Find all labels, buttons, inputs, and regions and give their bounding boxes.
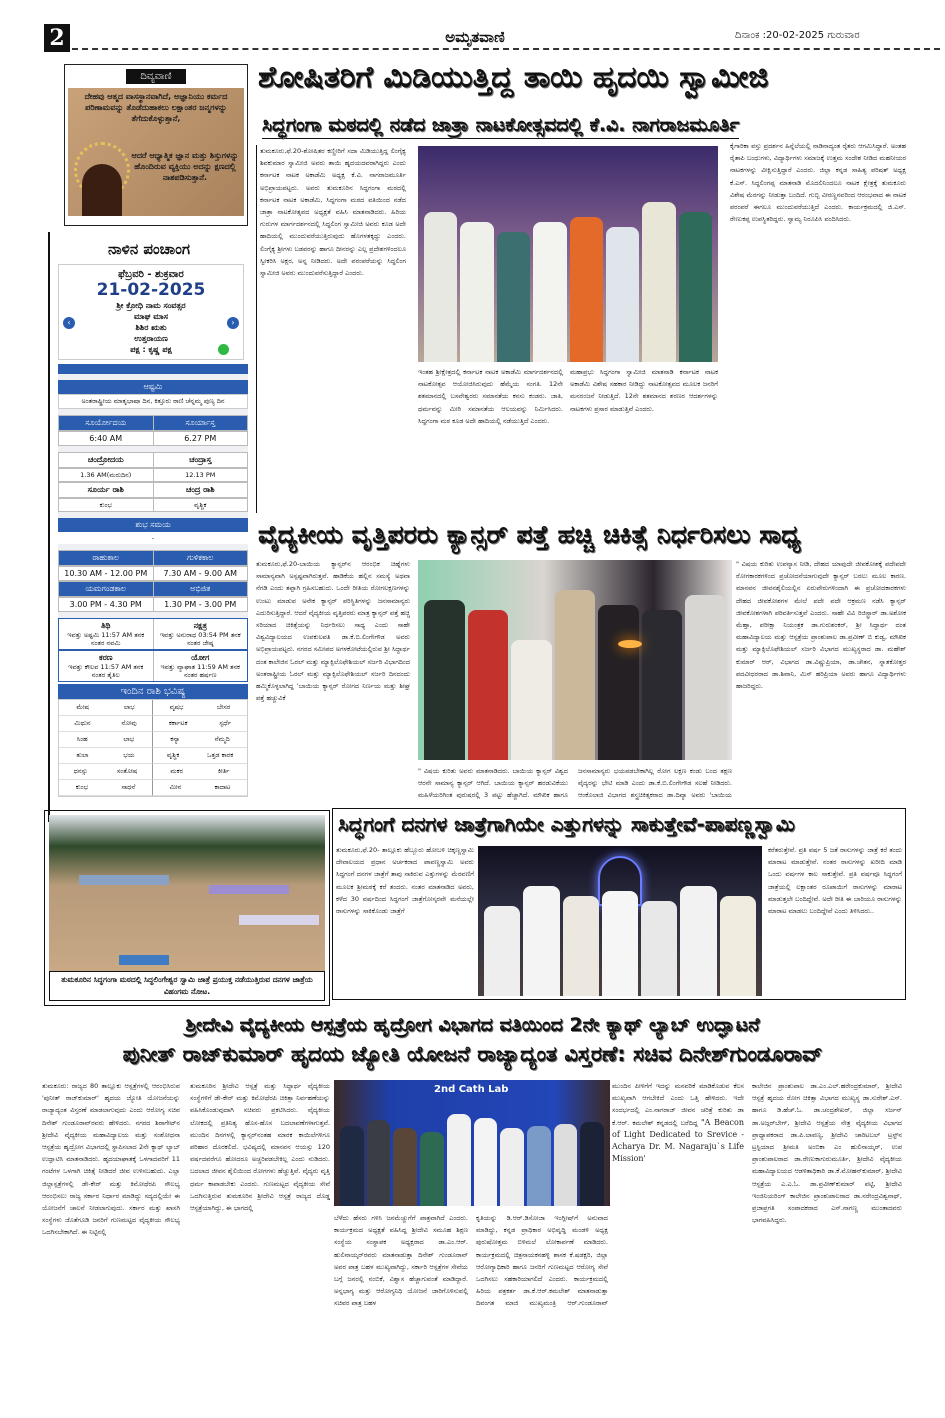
headline-cath-lab: ಶ್ರೀದೇವಿ ವೈದ್ಯಕೀಯ ಆಸ್ಪತ್ರೆಯ ಹೃದ್ರೋಗ ವಿಭಾಗದ ವತಿಯಿಂದ 2ನೇ ಕ್ಯಾಥ್ ಲ್ಯಾಬ್ ಉದ್ಘಾಟನೆ [185,1014,760,1036]
moonrise-time: 1.36 AM(ಮರುದಿನ) [59,469,154,481]
story4-col1: ತುಮಕೂರು: ರಾಜ್ಯದ 80 ತಾಲ್ಲೂಕು ಆಸ್ಪತ್ರೆಗಳಲ್ಲಿ ಆರಂಭಿಸಿರುವ 'ಪುನೀತ್ ರಾಜ್‌ಕುಮಾರ್' ಹೃದಯ ಜ್ಯೋತಿ ಯೋಜನೆಯನ್ನು ರಾಜ್ಯಾದ್ಯಂತ ವಿಸ್ತರಣೆ ಮಾಡಲಾಗುವುದು ಎಂದು ಆರೋಗ್ಯ ಸಚಿವ ದಿನೇಶ್ ಗುಂಡೂರಾವ್‌ರವರು ಹೇಳಿದರು. ನಗರದ ಶಿರಾಗೇಟ್‌ನ ಶ್ರೀದೇವಿ ವೈದ್ಯಕೀಯ ಮಹಾವಿದ್ಯಾಲಯ ಮತ್ತು ಸಂಶೋಧನಾ ಆಸ್ಪತ್ರೆಯ ಹೃದ್ರೋಗ ವಿಭಾಗದಲ್ಲಿ ಸ್ಥಾಪಿಸಲಾದ 2ನೇ ಕ್ಯಾಥ್ ಲ್ಯಾಬ್ ಉದ್ಘಾಟಿಸಿ ಮಾತನಾಡಿದರು. ಹೃದಯಾಘಾತಕ್ಕೆ ಒಳಗಾದವರಿಗೆ 11 ಗಂಟೆಗಳ ಒಳಗಾಗಿ ಚಿಕಿತ್ಸೆ ನೀಡಿದರೆ ಜೀವ ಉಳಿಸಬಹುದು. ಎಲ್ಲಾ ಜಿಲ್ಲಾಸ್ಪತ್ರೆಗಳಲ್ಲಿ ಡೇ-ಕೇರ್ ಮತ್ತು ಕಿಮೋಥೆರಪಿ ಸೌಲಭ್ಯ ಆರಂಭಿಸಲು ರಾಜ್ಯ ಸರ್ಕಾರ ನಿರ್ಧಾರ ಮಾಡಿದ್ದು ಸದ್ಯದಲ್ಲಿಯೇ ಈ ಯೋಜನೆಗೆ ಚಾಲನೆ ನೀಡಲಾಗುವುದು. ಸರ್ಕಾರ ಮತ್ತು ಖಾಸಗಿ ಸಂಸ್ಥೆಗಳು ಜೊತೆಗೂಡಿ ಜನರಿಗೆ ಗುಣಮಟ್ಟದ ವೈದ್ಯಕೀಯ ಸೌಲಭ್ಯ ಒದಗಿಸಬೇಕಾಗಿದೆ. ಈ ನಿಟ್ಟಿನಲ್ಲಿ [42,1082,180,1237]
divyavani-box [64,64,248,226]
divyavani-quote-part2: ಆದರೆ ಆಧ್ಯಾತ್ಮಿಕ ಜ್ಞಾನ ಮತ್ತು ಶಿಸ್ತುಗಳನ್ನು ಹೊಂದಿರುವ ವ್ಯಕ್ತಿಯು ಅದನ್ನು ಕ್ಷಣದಲ್ಲಿ ನಾಶಪಡಿಸುತ್ತಾನೆ. [131,151,239,182]
story4-col5: ಕಾಲೇಜಿನ ಪ್ರಾಂಶುಪಾಲ ಡಾ.ಎಂ.ಎಲ್.ಹರೇಂದ್ರಕುಮಾರ್, ಶ್ರೀದೇವಿ ಆಸ್ಪತ್ರೆ ಹೃದಯ ರೋಗ ಚಿಕಿತ್ಸಾ ವಿಭಾಗದ ಮುಖ್ಯಸ್ಥ ಡಾ.ಸುರೇಶ್.ಎಸ್. ಹಾಗೂ ಡಿ.ಹೆಚ್.ಓ. ಡಾ.ಚಂದ್ರಶೇಖರ್, ಜಿಲ್ಲಾ ಸರ್ಜನ್ ಡಾ.ಅಜ್ಗರ್‌ಬೇಗ್, ಶ್ರೀದೇವಿ ಆಸ್ಪತ್ರೆಯ ನೇತ್ರ ವೈದ್ಯಕೀಯ ವಿಭಾಗದ ಪ್ರಾಧ್ಯಾಪಕರಾದ ಡಾ.ಪಿ.ಲಾವಣ್ಯ, ಶ್ರೀದೇವಿ ಚಾರಿಟಬಲ್ ಟ್ರಸ್ಟ್‌ನ ಟ್ರಸ್ಟಿಯಾದ ಶ್ರೀಮತಿ ಅಂಬಿಕಾ ಎಂ ಹುಲಿನಾಯ್ಕರ್, ಉಪ ಪ್ರಾಂಶುಪಾಲರಾದ ಡಾ.ರೇಣುಕಾಗುರುಮೂರ್ತಿ, ಶ್ರೀದೇವಿ ವೈದ್ಯಕೀಯ ಮಹಾವಿದ್ಯಾಲಯದ ಆಡಳಿತಾಧಿಕಾರಿ ಡಾ.ಕೆ.ಮೋಹನ್‌ಕುಮಾರ್, ಶ್ರೀದೇವಿ ಆಸ್ಪತ್ರೆಯ ಎ.ಎ.ಓ. ಡಾ.ಪ್ರವೀಣ್‌ಕುಮಾರ್ ಪಟ್ಟಿ, ಶ್ರೀದೇವಿ ಇಂಜಿನಿಯರಿಂಗ್ ಕಾಲೇಜಿನ ಪ್ರಾಂಶುಪಾಲರಾದ ಡಾ.ನರೇಂದ್ರವಿಶ್ವನಾಥ್, ಪ್ರಜಾಪ್ರಗತಿ ಸಂಪಾದಕರಾದ ಎಸ್.ನಾಗಣ್ಣ ಮುಂತಾದವರು ಭಾಗವಹಿಸಿದ್ದರು. [752,1082,902,1225]
rashi-name: ಧನಸ್ಸು [73,767,88,775]
rashi-prediction: ಒತ್ತಡ ಕಾರಕ [206,751,234,759]
nataka-event-photo [418,146,718,362]
story2-col1: ತುಮಕೂರು,ಫೆ.20-ಬಾಯಿಯ ಕ್ಯಾನ್ಸರ್‌ನ ಆರಂಭಿಕ ಚಿಹ್ನೆಗಳು ಸಾಮಾನ್ಯವಾಗಿ ಅಸ್ಪಷ್ಟವಾಗಿರುತ್ತವೆ. ಹಾಡಿಕೆಯ ಹಲ್ಲಿನ ಸಮಸ್ಯೆ ಅಥವಾ ನೆಗಡಿ ಎಂದು ತಪ್ಪಾಗಿ ಗ್ರಹಿಸಬಹುದು. ಒಂದೇ ರೀತಿಯ ರೋಗಲಕ್ಷಣಗಳನ್ನು ಉಂಟು ಮಾಡುವ ಅನೇಕ ಕ್ಯಾನ್ಸರ್ ಪರಿಸ್ಥಿತಿಗಳನ್ನು ಜನಸಾಮಾನ್ಯರು ಎದುರಿಸುತ್ತಿದ್ದಾರೆ. ಆದರೆ ವೈದ್ಯಕೀಯ ವೃತ್ತಿಪರರು ಮಾತ್ರ ಕ್ಯಾನ್ಸರ್ ಪತ್ತೆ ಹಚ್ಚಿ ಸರಿಯಾದ ಚಿಕಿತ್ಸೆಯನ್ನು ನಿರ್ಧರಿಸಲು ಸಾಧ್ಯ ಎಂದು ಸಾಹೇ ವಿಶ್ವವಿದ್ಯಾಲಯದ ಉಪಕುಲಪತಿ ಡಾ.ಕೆ.ಬಿ.ಲಿಂಗೇಗೌಡ ಅವರು ಅಭಿಪ್ರಾಯಪಟ್ಟರು. ನಗರದ ಸಮೀಪದ ಅಗಳಕೋಟೆಯಲ್ಲಿರುವ ಶ್ರೀ ಸಿದ್ಧಾರ್ಥ ದಂತ ಕಾಲೇಜಿನ ಓರಲ್ ಮತ್ತು ಮ್ಯಾಕ್ಸಿಲೊಫೇಶಿಯಲ್ ಸರ್ಜರಿ ವಿಭಾಗದಿಂದ ಅಂತರಾಷ್ಟ್ರೀಯ ಓರಲ್ ಮತ್ತು ಮ್ಯಾಕ್ಸಿಲೊಫೇಶಿಯಲ್ ಸರ್ಜರಿ ದಿನದಂದು ಹಮ್ಮಿಕೊಳ್ಳಲಾಗಿದ್ದ 'ಬಾಯಿಯ ಕ್ಯಾನ್ಸರ್ ರೋಗದ ನಿರ್ಣಯ ಮತ್ತು ಶೀಘ್ರ ಪತ್ತೆ ಹಚ್ಚುವಿಕೆ [256,560,410,703]
today-header: ಆಷ್ಟಮಿ [58,380,248,394]
rashi-prediction: ಲಾಭ [123,703,135,711]
surya-rashi: ಕುಂಭ [59,499,154,511]
story1-col2: ಇಂತಹ ಶ್ರೀಕ್ಷೇತ್ರದಲ್ಲಿ ಕರ್ನಾಟಕ ನಾಟಕ ಅಕಾಡೆಮಿ ಮಾರ್ಗದರ್ಶನದಲ್ಲಿ ನಾಟಕೋತ್ಸವ ಆಯೋಜಿಸಿರುವುದು ಹೆಮ್ಮೆಯ ಸಂಗತಿ. 12ನೇ ಶತಮಾನದಲ್ಲಿ ಬಸವೇಶ್ವರರು ಸಮಾನತೆಯ ಕನಸು ಕಂಡರು. ಜಾತಿ, ಧರ್ಮವನ್ನು ಮೀರಿ ಸಮಾನತೆಯ ಆಲಯವನ್ನು ನಿರ್ಮಿಸಿದರು. ಸಿದ್ಧಗಂಗಾ ಮಠ ಕೂಡ ಅದೇ ಹಾದಿಯಲ್ಲಿ ನಡೆಯುತ್ತಿದೆ ಎಂದರು. [418,368,563,425]
rashi-name: ಕನ್ಯಾ [170,735,181,743]
headline-swamiji: ಶೋಷಿತರಿಗೆ ಮಿಡಿಯುತ್ತಿದ್ದ ತಾಯಿ ಹೃದಯಿ ಸ್ವಾಮೀಜಿ [258,60,769,95]
headline-cancer: ವೈದ್ಯಕೀಯ ವೃತ್ತಿಪರರು ಕ್ಯಾನ್ಸರ್ ಪತ್ತೆ ಹಚ್ಚಿ ಚಿಕಿತ್ಸೆ ನಿರ್ಧರಿಸಲು ಸಾಧ್ಯ [258,520,801,549]
rashi-name: ಕರ್ಕಾಟಕ [168,719,188,727]
tithi: ಇವತ್ತು ಅಷ್ಟಮಿ 11:57 AM ತನಕ ನಂತರ ನವಮಿ [67,631,145,647]
cath-lab-photo [334,1080,610,1206]
whatsapp-share-icon[interactable] [218,344,229,355]
rashi-prediction: ಬೇಸರ [216,703,231,711]
today-special: ಅಂತರಾಷ್ಟ್ರೀಯ ಮಾತೃಭಾಷಾ ದಿನ, ಕಿತ್ತೂರು ರಾಣಿ ಚೆನ್ನಮ್ಮ ಪುಣ್ಯ ದಿನ [58,394,248,409]
cattle-fair-box [44,810,330,1006]
tithi-label: ತಿಥಿ [101,621,111,630]
headline-oxen: ಸಿದ್ಧಗಂಗೆ ದನಗಳ ಜಾತ್ರೆಗಾಗಿಯೇ ಎತ್ತುಗಳನ್ನು ಸಾಕುತ್ತೇವೆ-ಪಾಪಣ್ಣಸ್ವಾಮಿ [338,812,795,836]
rashi-title: ಇಂದಿನ ರಾಶಿ ಭವಿಷ್ಯ [58,684,248,699]
sunset-time: 6.27 PM [184,434,217,443]
story1-col3: ಮಹಾಪ್ರಭು ಸಿದ್ಧಗಂಗಾ ಸ್ವಾಮೀಜಿ ಮಾತನಾಡಿ ಕರ್ನಾಟಕ ನಾಟಕ ಅಕಾಡೆಮಿ ವಿಶೇಷ ಸಹಕಾರ ನೀಡಿದ್ದು ನಾಟಕೋತ್ಸವದ ಮೂಲಕ ಜನರಿಗೆ ಮನರಂಜನೆ ನೀಡುತ್ತಿದೆ. 12ನೇ ಶತಮಾನದ ಶರಣರ ಆದರ್ಶಗಳನ್ನು ನಾಟಕಗಳು ಪ್ರಸಾರ ಮಾಡುತ್ತಿವೆ ಎಂದರು. [570,368,718,413]
blue-divider [58,364,248,374]
rashi-row [153,700,247,716]
story2-col4: " ವಿಷಯ ಕುರಿತು ಉಪನ್ಯಾಸ ನೀಡಿ, ದೇಹದ ಯಾವುದೇ ಜೀವಕೋಶಕ್ಕೆ ಪದೇಪದೇ ರೋಗಕಾರಕಗಳಿಂದ ಪ್ರಚೋದನೆಯಾಗುವುದೇ ಕ್ಯಾನ್ಸರ್ ಬರಲು ಮೂಲ ಕಾರಣ. ಮಾನವನ ಜೀವನಶೈಲಿಯಲ್ಲಿನ ಏರುಪೇರುಗಳಿಂದಾಗಿ ಈ ಪ್ರಚೋದಕಾರಕಗಳು ದೇಹದ ಜೀವಕೋಶಗಳ ಮೇಲೆ ಪದೇ ಪದೇ ಆಕ್ರಮಣ ನಡೆಸಿ ಕ್ಯಾನ್ಸರ್ ಜೀವಕೋಶಗಳಾಗಿ ಪರಿವರ್ತಿಸುತ್ತವೆ ಎಂದರು. ಸಾಹೇ ವಿವಿ ರಿಜಿಸ್ಟ್ರಾರ್ ಡಾ.ಅಶೋಕ ಮೆಹ್ತಾ, ಪರೀಕ್ಷಾ ನಿಯಂತ್ರಕ ಡಾ.ಗುರುಶಂಕರ್, ಶ್ರೀ ಸಿದ್ಧಾರ್ಥ ದಂತ ಮಹಾವಿದ್ಯಾಲಯ ಮತ್ತು ಆಸ್ಪತ್ರೆಯ ಪ್ರಾಂಶುಪಾಲ ಡಾ.ಪ್ರವೀಣ್ ಬಿ ಕುಡ್ವ, ಮೌಖಿಕ ಮತ್ತು ಮ್ಯಾಕ್ಸಿಲೊಫೇಶಿಯಲ್ ಸರ್ಜರಿ ವಿಭಾಗದ ಮುಖ್ಯಸ್ಥರಾದ ಡಾ. ಮಹೇಶ್ ಕುಮಾರ್ ಆರ್, ವಿಭಾಗದ ಡಾ.ವಿಷ್ಣುಪ್ರಿಯಾ, ಡಾ.ಚೇತನ, ಸ್ನಾತಕೋತ್ತರ ಪದವೀಧರರಾದ ಡಾ.ಶಿವಾನಿ, ಮಿಸ್ ಹರಿಪ್ರಿಯಾ ಅವರು ಹಾಗೂ ವಿದ್ಯಾರ್ಥಿಗಳು ಹಾಜರಿದ್ದರು. [736,560,906,691]
divyavani-quote-part1: ದೇಹವು ಆತ್ಮದ ವಾಸಸ್ಥಾನವಾಗಿದೆ, ಅಜ್ಞಾನಿಯು ಕರ್ಮದ ಪರಿಣಾಮವನ್ನು ತೊಡೆದುಹಾಕಲು ಲಕ್ಷಾಂತರ ಜನ್ಮಗಳನ್ನು ತೆಗೆದುಕೊಳ್ಳುತ್ತಾನೆ, [84,92,228,123]
rahu-label: ರಾಹುಕಾಲ [59,551,154,565]
moonset-label: ಚಂದ್ರಾಸ್ತ [189,455,212,464]
panchanga-title: ನಾಳಿನ ಪಂಚಾಂಗ [108,240,190,258]
rashi-row [153,764,247,780]
rashi-row [59,748,153,764]
oxen-procession-photo [478,846,762,996]
moonset-time: 12.13 PM [185,471,216,479]
story4-col4b: ಕೃತಿಯನ್ನು ಡಿ.ಆರ್.ಡಿಸೋಜಾ ಇಂಗ್ಲೀಷ್‌ಗೆ ಅನುವಾದ ಮಾಡಿದ್ದು, ಕನ್ನಡ ಪ್ರಾಧಿಕಾರ ಅಭಿವೃದ್ಧಿ ಮಂಡಳಿ ಅಧ್ಯಕ್ಷ ಪುರುಷೋತ್ತಮ ಬಿಳಿಮಲೆ ಲೋಕಾರ್ಪಣೆ ಮಾಡಿದರು. ಕಾರ್ಯಕ್ರಮದಲ್ಲಿ ಚಿತ್ರನಾಯಕನಹಳ್ಳಿ ಶಾಸಕ ಕೆ.ಷಡಕ್ಷರಿ, ಜಿಲ್ಲಾ ಆರೋಗ್ಯಾಧಿಕಾರಿ ಹಾಗೂ ಜನರಿಗೆ ಗುಣಮಟ್ಟದ ಆರೋಗ್ಯ ಸೇವೆ ಒದಗಿಸಲು ಸಹಕಾರಿಯಾಗಲಿದೆ ಎಂದರು. ಕಾರ್ಯಕ್ರಮದಲ್ಲಿ ಹಿರಿಯ ಪತ್ರಕರ್ತ ಡಾ.ಕೆ.ಆರ್.ಕಮಲೇಶ್ ಮಾತನಾಡುತ್ತಾ ದಿವಂಗತ ಮಾಜಿ ಮುಖ್ಯಮಂತ್ರಿ ಆರ್.ಗುಂಡೂರಾವ್ [476,1214,608,1308]
yoga-label: ಯೋಗ [191,653,210,662]
nakshatra-label: ನಕ್ಷತ್ರ [193,621,207,630]
story4-col4 [612,1080,744,1312]
cancer-event-photo [418,560,732,760]
rashi-prediction: ನೆಮ್ಮದಿ [214,735,230,743]
rashi-row [59,780,153,796]
divyavani-image [68,88,244,216]
prev-day-icon[interactable]: ‹ [63,317,75,329]
rashi-name: ತುಲಾ [76,751,89,759]
rahu-time: 10.30 AM - 12.00 PM [59,567,154,580]
surya-rashi-label: ಸೂರ್ಯ ರಾಶಿ [59,483,154,497]
rashi-name: ಮೀನ [169,783,182,791]
rutu: ಶಿಶಿರ ಋತು [135,323,167,332]
masthead-divider [72,48,940,50]
rashi-row [153,732,247,748]
divyavani-label: ದಿವ್ಯವಾಣಿ [126,69,186,84]
cattle-fair-caption: ತುಮಕೂರಿನ ಸಿದ್ಧಗಂಗಾ ಮಠದಲ್ಲಿ ಸಿದ್ಧಲಿಂಗೇಶ್ವರ ಸ್ವಾಮಿ ಜಾತ್ರೆ ಪ್ರಯುಕ್ತ ನಡೆಯುತ್ತಿರುವ ದನಗಳ ಜಾತ್ರೆಯ ವಿಹಂಗಮ ನೋಟ. [49,971,325,1001]
samvatsara: ಶ್ರೀ ಕ್ರೋಧಿ ನಾಮ ಸಂವತ್ಸರ [116,301,186,310]
story2-col2: " ವಿಷಯ ಕುರಿತು ಅವರು ಮಾತನಾಡಿದರು. ಬಾಯಿಯ ಕ್ಯಾನ್ಸರ್ ವಿಶ್ವದ ಆರನೇ ಸಾಮಾನ್ಯ ಕ್ಯಾನ್ಸರ್ ಆಗಿದೆ. ಬಾಯಿಯ ಕ್ಯಾನ್ಸರ್ ಹರಡುವಿಕೆಯು ಮಹಿಳೆಯರಿಗಿಂತ ಪುರುಷರಲ್ಲಿ 3 ಪಟ್ಟು ಹೆಚ್ಚಾಗಿದೆ. ಮೌಖಿಕ ಹಾಗೂ [418,767,568,800]
rashi-prediction: ನೋವು [121,719,137,727]
panchanga-date: 21-02-2025 [96,280,206,300]
rashi-prediction: ಕೀರ್ತಿ [217,767,230,775]
yama-label: ಯಮಗಂಡಕಾಲ [59,582,154,596]
sunrise-time: 6:40 AM [59,432,154,445]
karana-label: ಕರಣ [98,653,113,662]
story3-col1: ತುಮಕೂರು,ಫೆ.20- ತಾಲ್ಲೂಕು ಹೆಬ್ಬೂರು ಹೋಬಳಿ ಚಿಕ್ಕಣ್ಣಸ್ವಾಮಿ ದೇವಾಲಯದ ಪ್ರಧಾನ ಅರ್ಚಕರಾದ ಪಾಪಣ್ಣಸ್ವಾಮಿ ಅವರು ಸಿದ್ಧಗಂಗೆ ದನಗಳ ಜಾತ್ರೆಗೆ ತಾವು ಸಾಕಿರುವ ಎತ್ತುಗಳನ್ನು ಮೆರವಣಿಗೆ ಮೂಲಕ ಶ್ರೀಮಠಕ್ಕೆ ಕರೆ ತಂದರು. ನಂತರ ಮಾತನಾಡಿದ ಅವರು, ಕಳೆದ 30 ವರ್ಷದಿಂದ ಸಿದ್ಧಗಂಗೆ ಜಾತ್ರೆಗೋಸ್ಕರವೇ ಮನೆಯಲ್ಲೇ ರಾಸುಗಳನ್ನು ಸಾಕಿಕೊಂಡು ಜಾತ್ರೆಗೆ [336,846,474,916]
cath-lab-banner-text: 2nd Cath Lab [434,1084,509,1095]
story4-col2: ತುಮಕೂರಿನ ಶ್ರೀದೇವಿ ಆಸ್ಪತ್ರೆ ಮತ್ತು ಸಿದ್ಧಾರ್ಥ ವೈದ್ಯಕೀಯ ಸಂಸ್ಥೆಗಳಿಗೆ ಡೇ-ಕೇರ್ ಮತ್ತು ಕಿಮೋಥೆರಪಿ ಚಿಕಿತ್ಸಾ ನಿರ್ವಹಣೆಯನ್ನು ವಹಿಸಿಕೊಂಡುವುದಾಗಿ ಸಚಿವರು ಪ್ರಕಟಿಸಿದರು. ವೈದ್ಯಕೀಯ ಲೋಕದಲ್ಲಿ ಪ್ರತಿನಿತ್ಯ ಹೊಸ-ಹೊಸ ಬದಲಾವಣೆಗಳಾಗುತ್ತವೆ. ಮುಂದಿನ ದಿನಗಳಲ್ಲಿ ಕ್ಯಾನ್ಸರ್‌ನಂತಹ ಮಾರಕ ಕಾಯಿಲೆಗಳಿಗೂ ಪರಿಹಾರ ದೊರಕಲಿದೆ. ಭವಿಷ್ಯದಲ್ಲಿ ಮಾನವನ ಆಯಸ್ಸು 120 ವರ್ಷದವರೆಗೂ ಹೋದರೂ ಅಚ್ಚರಿಪಡಬೇಕಿಲ್ಲ ಎಂದು ನುಡಿದರು. ಬದಲಾದ ಜೀವನ ಶೈಲಿಯಿಂದ ರೋಗಗಳು ಹೆಚ್ಚುತ್ತಿವೆ. ವೈದ್ಯರು ವೃತ್ತಿ ಧರ್ಮ ಕಾಪಾಡಬೇಕು ಎಂದರು. ಗುಣಮಟ್ಟದ ವೈದ್ಯಕೀಯ ಸೇವೆ ಒದಗಿಸುತ್ತಿರುವ ತುಮಕೂರಿನ ಶ್ರೀದೇವಿ ಆಸ್ಪತ್ರೆ ರಾಜ್ಯದ ದೊಡ್ಡ ಆಸ್ಪತ್ರೆಯಾಗಿದ್ದು, ಈ ಭಾಗದಲ್ಲಿ [190,1082,330,1213]
rashi-prediction: ಲಾಭ [123,735,135,743]
rashi-row [59,764,153,780]
rashi-name: ಕುಂಭ [75,783,89,791]
cattle-fair-photo [49,815,325,971]
ayana: ಉತ್ತರಾಯಣ [134,334,168,343]
chandra-rashi: ವೃಶ್ಚಿಕ [194,501,207,509]
page-number: 2 [44,24,70,52]
rashi-row [59,732,153,748]
rashi-name: ಮಕರ [170,767,183,775]
masa: ಮಾಘ ಮಾಸ [134,312,168,321]
newspaper-name: ಅಮೃತವಾಣಿ [445,28,505,46]
gulika-label: ಗುಳಿಕಕಾಲ [154,551,248,565]
subheadline-nataka: ಸಿದ್ಧಗಂಗಾ ಮಠದಲ್ಲಿ ನಡೆದ ಜಾತ್ರಾ ನಾಟಕೋತ್ಸವದಲ್ಲಿ ಕೆ.ವಿ. ನಾಗರಾಜಮೂರ್ತಿ [262,114,739,139]
rashi-row [59,700,153,716]
story4-col3: ಬೆಳೆದು ಹೆಸರು ಗಳಿಸಿ ಜನಮೆಚ್ಚುಗೆಗೆ ಪಾತ್ರವಾಗಿದೆ ಎಂದರು. ಕಾರ್ಯಕ್ರಮದ ಅಧ್ಯಕ್ಷತೆ ವಹಿಸಿದ್ದ ಶ್ರೀದೇವಿ ಸಮೂಹ ಶಿಕ್ಷಣ ಸಂಸ್ಥೆಯ ಸಂಸ್ಥಾಪಕ ಅಧ್ಯಕ್ಷರಾದ ಡಾ.ಎಂ.ಆರ್. ಹುಲಿನಾಯ್ಕರ್‌ರವರು ಮಾತನಾಡುತ್ತಾ ದಿನೇಶ್ ಗುಂಡೂರಾವ್ ಅವರ ಪಾತ್ರ ಬಹಳ ಮುಖ್ಯವಾಗಿದ್ದು, ಸರ್ಕಾರಿ ಆಸ್ಪತ್ರೆಗಳ ಸೇವೆಯ ಬಗ್ಗೆ ಜನರಲ್ಲಿ ನಂಬಿಕೆ, ವಿಶ್ವಾಸ ಹೆಚ್ಚಾಗುವಂತೆ ಮಾಡಿದ್ದಾರೆ. ಅನ್ನಭಾಗ್ಯ ಮತ್ತು ಆರೋಗ್ಯನಿಧಿ ಯೋಜನೆ ಜಾರಿಗೊಳಿಸುವಲ್ಲಿ ಸಚಿವರ ಪಾತ್ರ ಬಹಳ [334,1214,468,1308]
rashi-name: ವೃಶ್ಚಿಕ [166,751,180,759]
rashi-name: ಮೇಷ [76,703,90,711]
karana: ಇವತ್ತು ಕೌಲವ 11:57 AM ತನಕ ನಂತರ ತೈತಿಲ [68,663,144,679]
shubha-value: - [151,534,155,542]
story3-col2: ಕರೆತರುತ್ತೇವೆ. ಪ್ರತಿ ವರ್ಷ 5 ಜತೆ ರಾಸುಗಳನ್ನು ಜಾತ್ರೆ ಕರೆ ತಂದು ಮಾರಾಟ ಮಾಡುತ್ತೇವೆ. ನಂತರ ರಾಸುಗಳನ್ನು ಖರೀದಿ ಮಾಡಿ ಒಂದು ವರ್ಷಗಳ ಕಾಲ ಸಾಕುತ್ತೇವೆ. ಪ್ರತಿ ವರ್ಷವೂ ಸಿದ್ಧಗಂಗೆ ಜಾತ್ರೆಯಲ್ಲಿ ಲಕ್ಷಾಂತರ ರೂಪಾಯಿಗೆ ರಾಸುಗಳನ್ನು ಮಾರಾಟ ಮಾಡುತ್ತಲೇ ಬಂದಿದ್ದೇವೆ. ಅದೇ ರೀತಿ ಈ ಬಾರಿಯೂ ರಾಸುಗಳನ್ನು ಮಾರಾಟ ಮಾಡಲು ಬಂದಿದ್ದೇವೆ ಎಂದು ತಿಳಿಸಿದರು.. [768,846,902,916]
rashi-row [153,780,247,796]
yoga: ಇವತ್ತು ವ್ಯಾಘಾತ 11:59 AM ತನಕ ನಂತರ ಹರ್ಷಣ [160,663,240,679]
rashi-prediction: ಸ್ಪರ್ಧೆ [219,719,232,727]
rashi-row [153,716,247,732]
yama-time: 3.00 PM - 4.30 PM [59,598,154,611]
lamp-flame-icon [618,640,642,648]
rashi-table [58,699,248,797]
next-day-icon[interactable]: › [227,317,239,329]
panchanga-date-card [58,264,244,360]
nakshatra: ಇವತ್ತು ಅನುರಾಧ 03:54 PM ತನಕ ನಂತರ ಜೇಷ್ಠ [159,631,241,647]
chandra-rashi-label: ಚಂದ್ರ ರಾಶಿ [185,485,215,494]
sunrise-label: ಸೂರ್ಯೋದಯ [59,416,154,430]
rashi-name: ಸಿಂಹ [76,735,88,743]
story1-col4: ಕೈಗಾರಿಕಾ ವಸ್ತು ಪ್ರದರ್ಶನ ಹಿನ್ನೆಲೆಯಲ್ಲಿ ನಾಡಿನಾದ್ಯಂತ ರೈತರು ಆಗಮಿಸಿದ್ದಾರೆ. ಅಂತಹ ರೈತಾಪಿ ಬಂಧುಗಳು, ವಿದ್ಯಾರ್ಥಿಗಳು ಸಮಾಜಕ್ಕೆ ಉತ್ತಮ ಸಂದೇಶ ನೀಡಿದ ಮಹನೀಯರ ನಾಟಕಗಳನ್ನು ವೀಕ್ಷಿಸುತ್ತಿದ್ದಾರೆ ಎಂದರು. ಜಿಲ್ಲಾ ಕನ್ನಡ ಸಾಹಿತ್ಯ ಪರಿಷತ್ ಅಧ್ಯಕ್ಷ ಕೆ.ಎಸ್. ಸಿದ್ಧಲಿಂಗಪ್ಪ ಮಾತನಾಡಿ ಮೊದಲಿನಿಂದಲೂ ನಾಟಕ ಕ್ಷೇತ್ರಕ್ಕೆ ತುಮಕೂರು ವಿಶೇಷ ಮೆರಗನ್ನು ನೀಡುತ್ತಾ ಬಂದಿದೆ. ಗುಬ್ಬಿ ವೀರಣ್ಣನವರಿಂದ ಆರಂಭವಾದ ಈ ನಾಟಕ ಪರಂಪರೆ ಈಗಲೂ ಮುಂದುವರೆಯುತ್ತಿದೆ ಎಂದರು. ಕಾರ್ಯಕ್ರಮದಲ್ಲಿ ಜಿ.ಎಸ್. ರೇಣುಕಪ್ಪ ಉಪಸ್ಥಿತರಿದ್ದರು. ಸ್ವಾಮ್ಯ ನಿರೂಪಿಸಿ ವಂದಿಸಿದರು. [730,142,906,224]
rashi-prediction: ಕಾದಾಟ [214,783,231,791]
gulika-time: 7.30 AM - 9.00 AM [163,569,237,578]
story4-col4a: ಮುಂದಿನ ಪೀಳಿಗೆಗೆ ಇದನ್ನು ಮನವರಿಕೆ ಮಾಡಿಕೊಡುವ ಕೆಲಸ ಮುಖ್ಯವಾಗಿ ಆಗಬೇಕಿದೆ ಎಂದು ಒತ್ತಿ ಹೇಳಿದರು. ಇದೇ ಸಂದರ್ಭದಲ್ಲಿ ಎಂ.ನಾಗರಾಜ್ ಜೀವನ ಚರಿತ್ರೆ ಕುರಿತು ಡಾ ಕೆ.ಆರ್. ಕಮಲೇಶ್ ಕನ್ನಡದಲ್ಲಿ ಬರೆದಿದ್ದ [612,1082,744,1127]
panchanga-panel [48,232,248,822]
headline-hridaya-jyothi: ಪುನೀತ್ ರಾಜ್‌ಕುಮಾರ್ ಹೃದಯ ಜ್ಯೋತಿ ಯೋಜನೆ ರಾಜ್ಯಾದ್ಯಂತ ವಿಸ್ತರಣೆ: ಸಚಿವ ದಿನೇಶ್‌ಗುಂಡೂರಾವ್ [122,1042,823,1066]
book-title-english: "A Beacon of Light Dedicated to Srevice - Acharya Dr. M. Nagaraju`s Life Mission' [612,1117,744,1164]
meditating-figure-icon [82,164,122,216]
rashi-row [153,748,247,764]
rashi-name: ಮಿಥುನ [74,719,91,727]
rashi-prediction: ಭಯ [123,751,135,759]
abhijit-time: 1.30 PM - 3.00 PM [164,600,237,609]
story1-col1: ತುಮಕೂರು,ಫೆ.20-ಶೋಷಿತರ ಕಣ್ಣೀರಿಗೆ ಸದಾ ಮಿಡಿಯುತ್ತಿದ್ದ ಲಿಂಗೈಕ್ಯ ಶಿವಕುಮಾರ ಸ್ವಾಮೀಜಿ ಅವರು ತಾಯಿ ಹೃದಯದವರಾಗಿದ್ದರು ಎಂದು ಕರ್ನಾಟಕ ನಾಟಕ ಅಕಾಡೆಮಿ ಅಧ್ಯಕ್ಷ ಕೆ.ವಿ. ನಾಗರಾಜಮೂರ್ತಿ ಅಭಿಪ್ರಾಯಪಟ್ಟರು. ಅವರು ತುಮಕೂರಿನ ಸಿದ್ಧಗಂಗಾ ಮಠದಲ್ಲಿ ಕರ್ನಾಟಕ ನಾಟಕ ಅಕಾಡೆಮಿ, ಸಿದ್ಧಗಂಗಾ ಮಠದ ವತಿಯಿಂದ ನಡೆದ ಜಾತ್ರಾ ನಾಟಕೋತ್ಸವದ ಅಧ್ಯಕ್ಷತೆ ವಹಿಸಿ ಮಾತನಾಡಿದರು. ಹಿರಿಯ ಗುರುಗಳ ಮಾರ್ಗದರ್ಶನದಲ್ಲಿ ಸಿದ್ಧಲಿಂಗ ಸ್ವಾಮೀಜಿ ಅವರು ಕೂಡ ಅದೇ ಹಾದಿಯಲ್ಲಿ ಮುಂದುವರೆಯುತ್ತಿರುವುದು ಹೊಗಳತಕ್ಕದ್ದು ಎಂದರು. ಲಿಂಗೈಕ್ಯ ಶ್ರೀಗಳು ಬಡವರನ್ನು ಹಾಗೂ ದೀನರನ್ನು ಎಲ್ಲ ಪ್ರದೇಶಗಳಿಂದಲೂ ಸ್ವೀಕರಿಸಿ ಅಕ್ಷರ, ಅನ್ನ ನೀಡಿದರು. ಅದೇ ಪರಂಪರೆಯನ್ನು ಸಿದ್ಧಲಿಂಗ ಸ್ವಾಮೀಜಿ ಅವರು ಮುಂದುವರೆಸುತ್ತಿದ್ದಾರೆ ಎಂದರು. [256,145,406,513]
rashi-prediction: ಸಾಧನೆ [121,783,136,791]
sunset-label: ಸೂರ್ಯಾಸ್ತ [154,416,248,430]
shubha-label: ಶುಭ ಸಮಯ [58,518,248,532]
rashi-row [59,716,153,732]
month-day: ಫೆಬ್ರವರಿ - ಶುಕ್ರವಾರ [118,269,184,280]
moonrise-label: ಚಂದ್ರೋದಯ [59,453,154,467]
story2-col3: ಜನಸಾಮಾನ್ಯರು ಭಯಪಡಬೇಕಾಗಿಲ್ಲ ರೋಗ ಲಕ್ಷಣ ಕಂಡು ಬಂದ ತಕ್ಷಣ ವೈದ್ಯರನ್ನು ಭೇಟಿ ಮಾಡಿ ಎಂದು ಡಾ.ಕೆ.ಬಿ.ಲಿಂಗೇಗೌಡ ಸಲಹೆ ನೀಡಿದರು. ಆಂಕೊಲಾಜಿ ವಿಭಾಗದ ಶಸ್ತ್ರಚಿಕಿತ್ಸಕರಾದ ಡಾ.ದಿವ್ಯಾ ಅವರು 'ಬಾಯಿಯ [578,767,732,800]
issue-date: ದಿನಾಂಕ :20-02-2025 ಗುರುವಾರ [735,30,860,41]
rashi-prediction: ಸಂತೋಷ [116,767,138,775]
paksha: ಪಕ್ಷ : ಕೃಷ್ಣ ಪಕ್ಷ [130,345,172,354]
abhijit-label: ಅಭಿಜಿತ [154,582,248,596]
rashi-name: ವೃಷಭ [169,703,184,711]
